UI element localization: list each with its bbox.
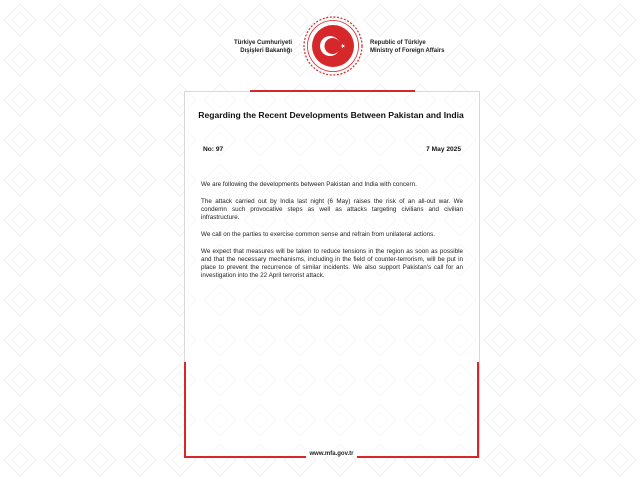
frame-left-accent [184, 362, 186, 458]
ministry-name-english-line1: Republic of Türkiye [370, 40, 426, 46]
body-paragraph-4: We expect that measures will be taken to reduce tensions in the region as soon as possible and that the necessary mechanisms, including in the field of counter-terrorism, will be put in place to prevent the recurrence of similar incidents. We also support Pakistan's call for an investigation into the 22 April terrorist attack. [201, 248, 463, 279]
frame-top-accent [250, 90, 415, 92]
frame-bottom-left-accent [184, 456, 306, 458]
ministry-name-english-line2: Ministry of Foreign Affairs [370, 48, 445, 54]
body-paragraph-2: The attack carried out by India last night (6 May) raises the risk of an all-out war. We condemn such provocative steps as well as attacks targeting civilians and civilian infrastructure. [201, 198, 463, 221]
footer-website-link[interactable]: www.mfa.gov.tr [309, 451, 354, 457]
document-title: Regarding the Recent Developments Between Pakistan and India [198, 110, 464, 120]
body-paragraph-3: We call on the parties to exercise common sense and refrain from unilateral actions. [201, 231, 436, 238]
ministry-name-turkish-line1: Türkiye Cumhuriyeti [233, 40, 292, 46]
ministry-name-turkish-line2: Dışişleri Bakanlığı [240, 48, 292, 54]
body-paragraph-1: We are following the developments between Pakistan and India with concern. [201, 181, 417, 188]
frame-bottom-right-accent [357, 456, 479, 458]
document-date: 7 May 2025 [426, 146, 461, 153]
frame-right-accent [477, 362, 479, 458]
turkish-flag-emblem-icon [303, 16, 363, 76]
ministry-name-turkish [208, 39, 292, 55]
ministry-name-english [370, 39, 490, 55]
document-number: No: 97 [203, 146, 224, 153]
document-body [201, 181, 463, 289]
